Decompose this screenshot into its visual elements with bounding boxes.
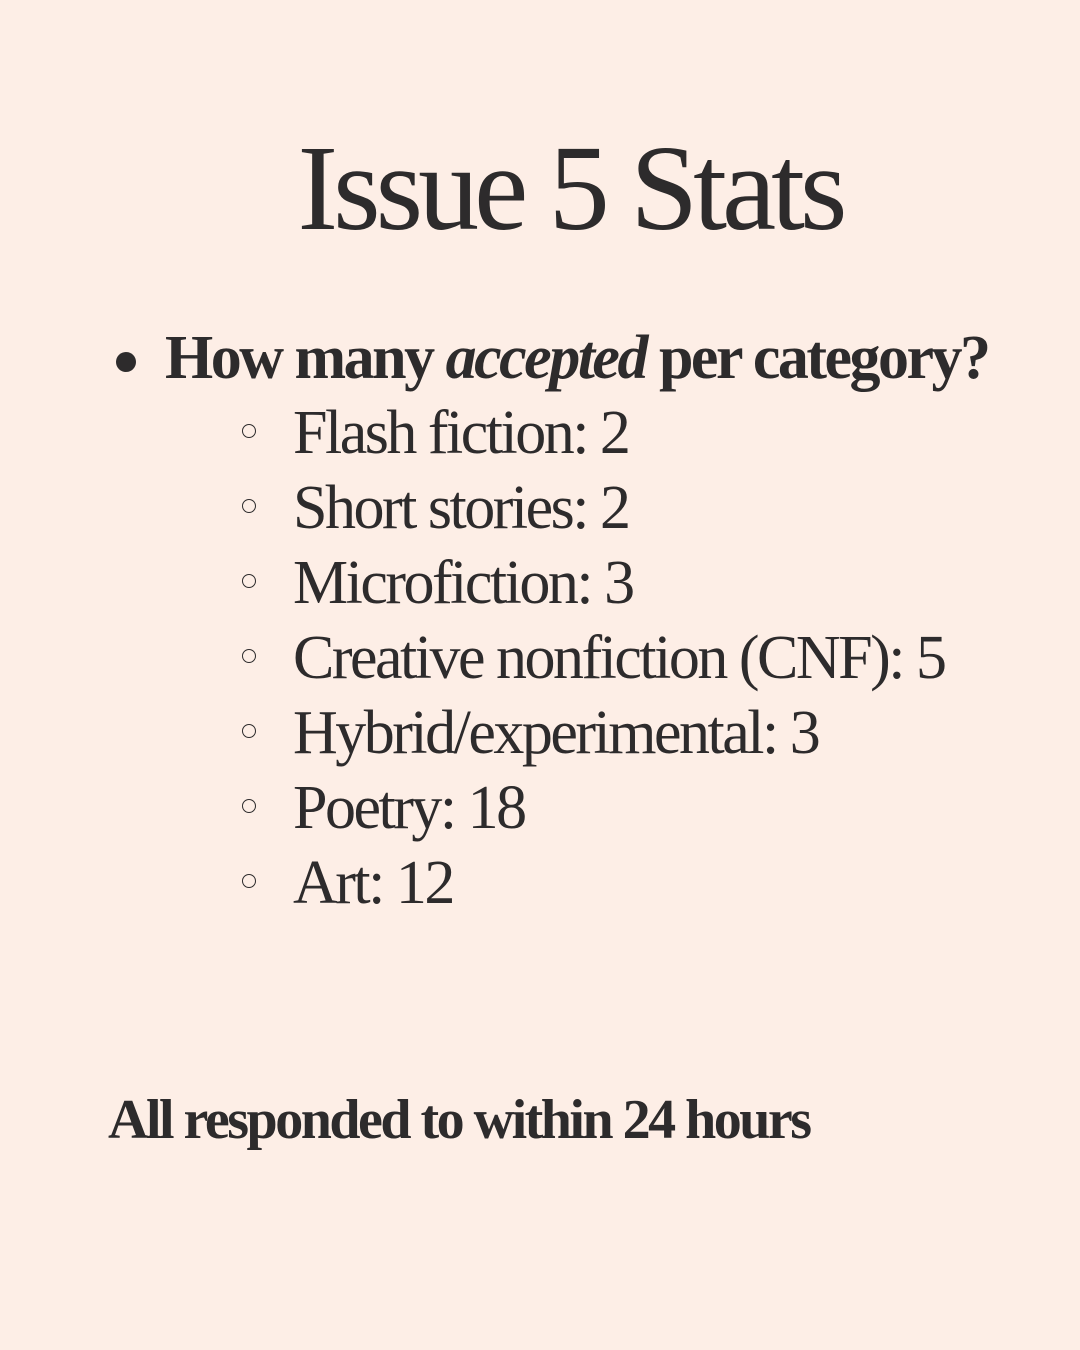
- footer-note: All responded to within 24 hours: [108, 1089, 810, 1151]
- question-emphasis: accepted: [445, 324, 646, 392]
- category-item: [165, 696, 1013, 771]
- circle-bullet-icon: [242, 724, 256, 738]
- category-item: [165, 621, 1013, 696]
- category-label: Poetry: 18: [293, 774, 525, 842]
- bullet-icon: [116, 352, 136, 372]
- category-item: [165, 771, 1013, 846]
- page-title: Issue 5 Stats: [297, 121, 843, 256]
- circle-bullet-icon: [242, 499, 256, 513]
- circle-bullet-icon: [242, 424, 256, 438]
- category-label: Art: 12: [293, 849, 453, 917]
- question-part-2: per category?: [645, 324, 989, 392]
- question-part-1: How many: [165, 324, 446, 392]
- category-item: [165, 546, 1013, 621]
- category-label: Microfiction: 3: [293, 549, 633, 617]
- category-label: Short stories: 2: [293, 474, 629, 542]
- question-text: [165, 320, 990, 396]
- list-item-question: [110, 320, 990, 921]
- circle-bullet-icon: [242, 874, 256, 888]
- circle-bullet-icon: [242, 574, 256, 588]
- category-item: [165, 396, 1013, 471]
- stats-list: [110, 320, 990, 921]
- circle-bullet-icon: [242, 799, 256, 813]
- category-list: [165, 396, 990, 921]
- category-item: [165, 846, 1013, 921]
- category-item: [165, 471, 1013, 546]
- circle-bullet-icon: [242, 649, 256, 663]
- category-label: Hybrid/experimental: 3: [293, 699, 819, 767]
- category-label: Creative nonfiction (CNF): 5: [293, 624, 945, 692]
- category-label: Flash fiction: 2: [293, 399, 629, 467]
